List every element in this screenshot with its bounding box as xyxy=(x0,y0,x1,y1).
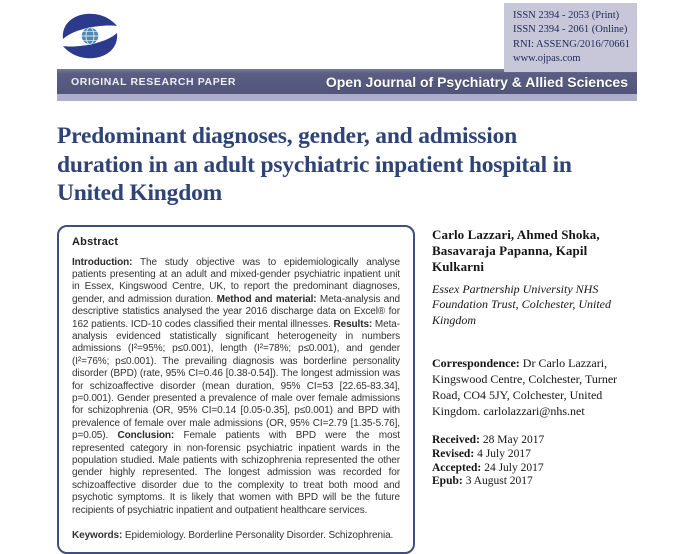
abstract-run: Meta-analysis evidenced statistically significant heterogeneity in numbers admissions (I²=95%; p≤0.001), length (I²=78%; p≤0.001), and gender (I²=76%; p≤0.001). The prevailing diagnosis was borderline personality disorder (BPD) (rate, 95% CI=0.46 [0.38-0.54]). The longest admission was for schizoaffective disorder (mean duration, 95% CI=53 [22.65-83.34], p=0.001). Gender presented a prevalence of male over female admissions for schizophrenia (OR, 95% CI=0.14 [0.05-0.35], p≤0.001) and BPD with prevalence of female over male admissions (OR, 95% CI=2.79 [1.35-5.76], p=0.05). xyxy=(72,319,400,442)
keywords-label: Keywords: xyxy=(72,530,122,541)
masthead xyxy=(57,0,637,69)
content-columns xyxy=(57,225,637,554)
correspondence-block xyxy=(432,355,637,419)
correspondence-text: Dr Carlo Lazzari, Kingswood Centre, Colchester, Turner Road, CO4 5JY, Colchester, United Kingdom. xyxy=(432,356,617,418)
abstract-label-results: Results: xyxy=(333,319,372,330)
keywords-text: Epidemiology. Borderline Personality Disorder. Schizophrenia. xyxy=(122,530,393,541)
date-epub-value: 3 August 2017 xyxy=(466,475,533,487)
paper-first-page xyxy=(57,0,637,554)
date-received xyxy=(432,434,637,448)
article-title-line: United Kingdom xyxy=(57,179,637,208)
date-revised-value: 4 July 2017 xyxy=(477,448,531,460)
journal-website-link[interactable]: www.ojpas.com xyxy=(513,52,630,66)
header-band xyxy=(57,69,637,94)
date-received-value: 28 May 2017 xyxy=(483,434,544,446)
date-accepted xyxy=(432,462,637,476)
correspondence-label: Correspondence: xyxy=(432,356,520,370)
journal-name: Open Journal of Psychiatry & Allied Sciences xyxy=(326,74,637,90)
correspondence-email-link[interactable]: carlolazzari@nhs.net xyxy=(483,403,584,419)
article-title xyxy=(57,122,637,208)
date-revised-label: Revised: xyxy=(432,448,474,460)
issn-box xyxy=(504,3,637,72)
issn-online: ISSN 2394 - 2061 (Online) xyxy=(513,23,630,37)
abstract-label-conclusion: Conclusion: xyxy=(117,430,174,441)
authors-affiliation: Essex Partnership University NHS Foundation Trust, Colchester, United Kingdom xyxy=(432,282,637,329)
abstract-text xyxy=(72,257,400,518)
keywords-line xyxy=(72,530,400,541)
date-epub-label: Epub: xyxy=(432,475,463,487)
abstract-label-method: Method and material: xyxy=(217,294,317,305)
abstract-run: Meta-analysis and descriptive statistics analysed the year 2016 discharge data on Excel® for 162 patients. ICD-10 codes classified their mental illnesses. xyxy=(72,294,400,330)
journal-logo-icon xyxy=(59,9,121,63)
authors-names: Carlo Lazzari, Ahmed Shoka, Basavaraja Papanna, Kapil Kulkarni xyxy=(432,227,637,275)
rni-number: RNI: ASSENG/2016/70661 xyxy=(513,38,630,52)
issn-print: ISSN 2394 - 2053 (Print) xyxy=(513,9,630,23)
date-epub xyxy=(432,475,637,489)
abstract-section xyxy=(57,225,415,554)
abstract-heading: Abstract xyxy=(72,236,400,248)
header-band-strip xyxy=(57,94,637,101)
article-title-line: duration in an adult psychiatric inpatient hospital in xyxy=(57,151,637,180)
article-meta-column xyxy=(432,225,637,490)
article-type-label: ORIGINAL RESEARCH PAPER xyxy=(57,76,236,88)
date-revised xyxy=(432,448,637,462)
dates-block xyxy=(432,434,637,489)
date-accepted-value: 24 July 2017 xyxy=(484,462,543,474)
abstract-run: Female patients with BPD were the most represented category in non-forensic psychiatric inpatient wards in the population studied. Male patients with schizophrenia represented the other gender highly represented. The longest admission was recorded for schizoaffective disorder due to the complexity to treat both mood and psychotic symptoms. It is likely that women with BPD will be the future recipients of psychiatric inpatient and outpatient healthcare services. xyxy=(72,430,400,515)
abstract-label-introduction: Introduction: xyxy=(72,257,132,268)
abstract-run: The study objective was to epidemiologically analyse patients presenting at an adult and mixed-gender psychiatric inpatient unit in Essex, Kingswood Centre, UK, to report the predominant diagnoses, gender, and admission duration. xyxy=(72,257,400,305)
date-accepted-label: Accepted: xyxy=(432,462,481,474)
date-received-label: Received: xyxy=(432,434,480,446)
article-title-line: Predominant diagnoses, gender, and admission xyxy=(57,122,637,151)
